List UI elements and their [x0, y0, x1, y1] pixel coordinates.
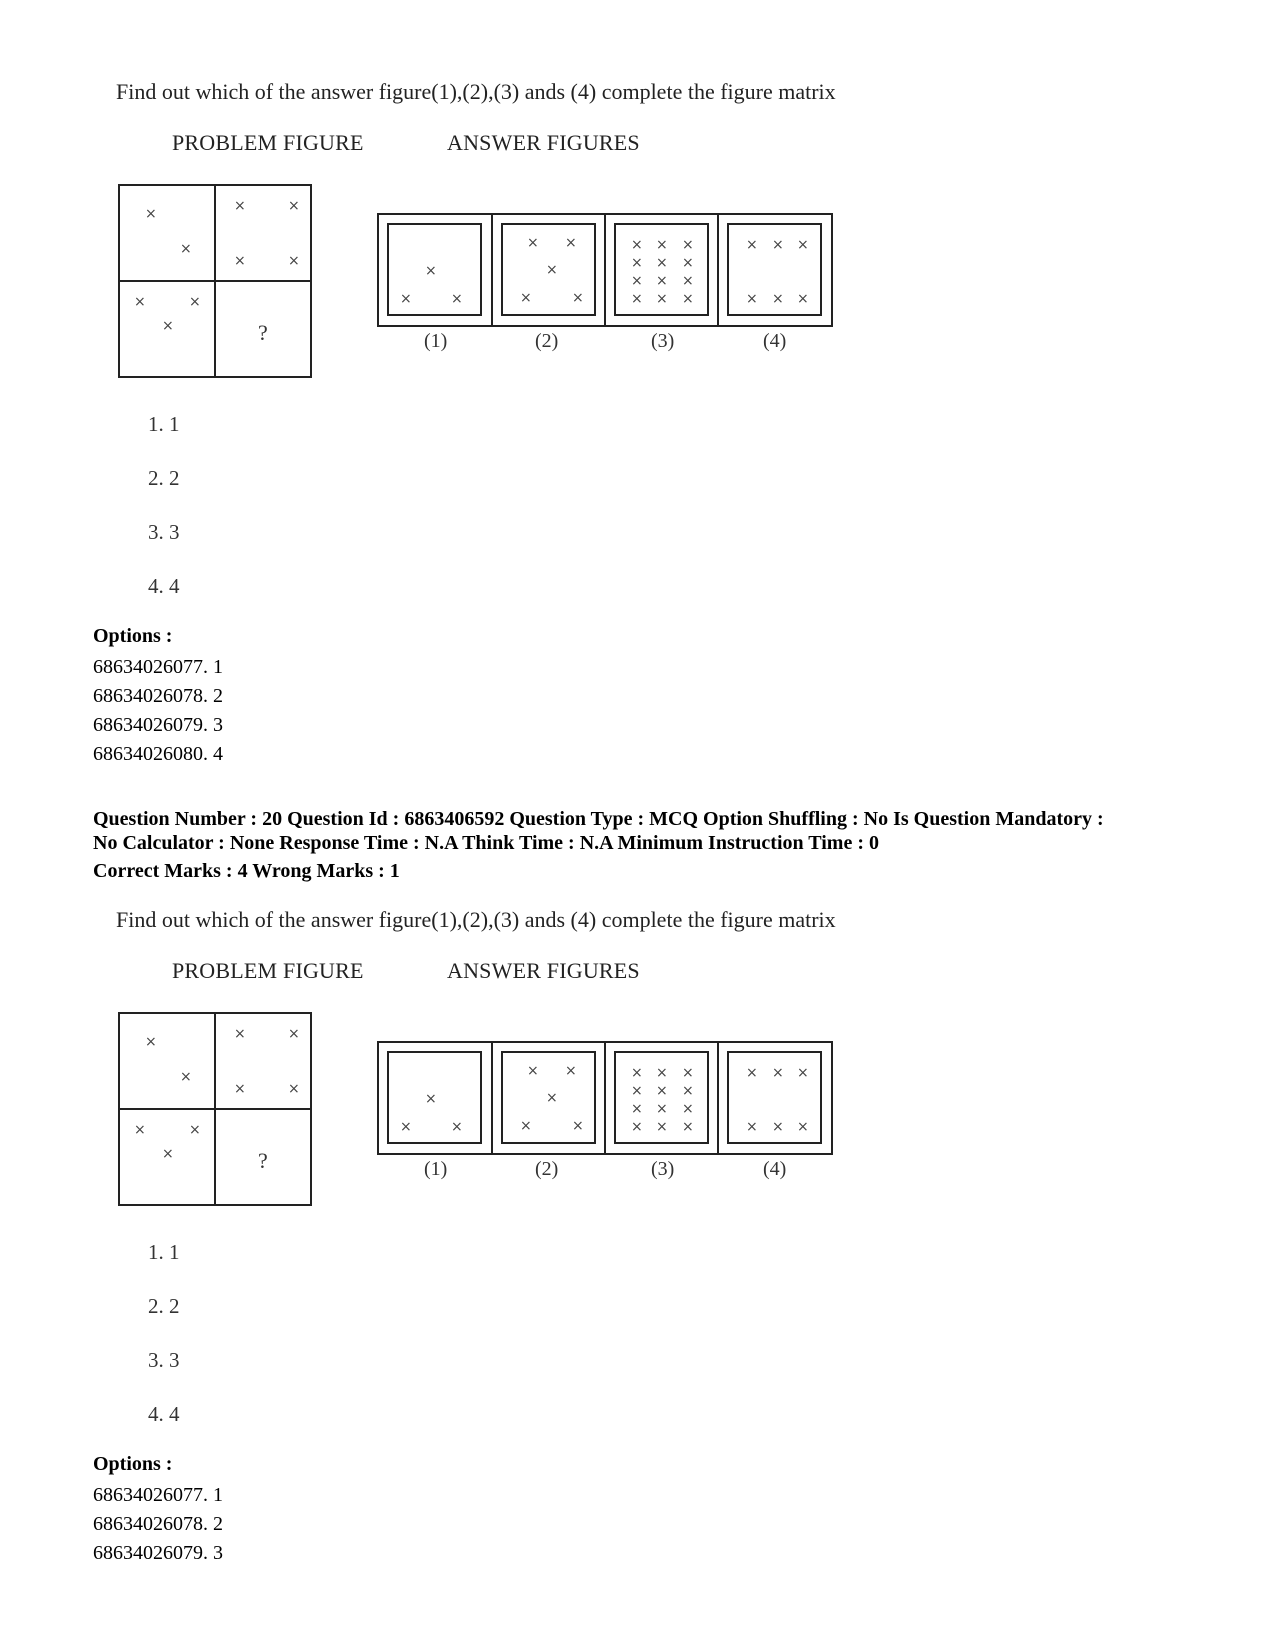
answer-caption: (1) [424, 330, 448, 352]
answer-caption: (3) [651, 1158, 675, 1180]
cross-mark: × [746, 1119, 758, 1135]
answer-caption: (2) [535, 330, 559, 352]
cross-mark: × [572, 1118, 584, 1134]
choice-item: 4. 4 [148, 1402, 180, 1426]
choice-item: 3. 3 [148, 520, 180, 544]
answer-figures-strip [377, 213, 837, 331]
cross-mark: × [425, 1091, 437, 1107]
cross-mark: × [234, 1081, 246, 1097]
cross-mark: × [656, 273, 668, 289]
cross-mark: × [527, 1063, 539, 1079]
question-meta [93, 807, 1104, 883]
cross-mark: × [189, 294, 201, 310]
cross-mark: × [682, 273, 694, 289]
cross-mark: × [631, 1101, 643, 1117]
cross-mark: × [520, 1118, 532, 1134]
question-text: Find out which of the answer figure(1),(2),(3) ands (4) complete the figure matrix [116, 79, 836, 104]
cross-mark: × [572, 290, 584, 306]
cross-mark: × [631, 255, 643, 271]
choice-item: 2. 2 [148, 1294, 180, 1318]
cross-mark: × [656, 291, 668, 307]
cross-mark: × [656, 237, 668, 253]
cross-mark: × [797, 1119, 809, 1135]
cross-mark: × [772, 237, 784, 253]
options-list [93, 1481, 223, 1568]
cross-mark: × [682, 1065, 694, 1081]
missing-figure-mark: ? [258, 1148, 268, 1173]
cross-mark: × [288, 1026, 300, 1042]
cross-mark: × [234, 198, 246, 214]
cross-mark: × [451, 291, 463, 307]
cross-mark: × [546, 262, 558, 278]
option-item: 68634026077. 1 [93, 656, 223, 678]
option-item: 68634026079. 3 [93, 1542, 223, 1564]
question-text: Find out which of the answer figure(1),(2),(3) ands (4) complete the figure matrix [116, 907, 836, 932]
cross-mark: × [656, 1083, 668, 1099]
cross-mark: × [565, 1063, 577, 1079]
cross-mark: × [682, 291, 694, 307]
choice-item: 1. 1 [148, 1240, 180, 1264]
cross-mark: × [134, 1122, 146, 1138]
cross-mark: × [234, 1026, 246, 1042]
question-meta-line: Question Number : 20 Question Id : 6863406592 Question Type : MCQ Option Shuffling : No Is Question Mandatory : [93, 808, 1104, 830]
option-item: 68634026080. 4 [93, 743, 223, 765]
cross-mark: × [288, 253, 300, 269]
cross-mark: × [682, 1083, 694, 1099]
cross-mark: × [162, 318, 174, 334]
problem-figure-heading: PROBLEM FIGURE [172, 958, 364, 983]
cross-mark: × [746, 1065, 758, 1081]
cross-mark: × [682, 1119, 694, 1135]
cross-mark: × [746, 237, 758, 253]
answer-figures-heading: ANSWER FIGURES [447, 130, 640, 155]
cross-mark: × [180, 1069, 192, 1085]
cross-mark: × [682, 237, 694, 253]
cross-mark: × [451, 1119, 463, 1135]
problem-figure-heading: PROBLEM FIGURE [172, 130, 364, 155]
cross-mark: × [797, 291, 809, 307]
cross-mark: × [288, 1081, 300, 1097]
option-item: 68634026077. 1 [93, 1484, 223, 1506]
missing-figure-mark: ? [258, 320, 268, 345]
cross-mark: × [746, 291, 758, 307]
cross-mark: × [180, 241, 192, 257]
cross-mark: × [797, 1065, 809, 1081]
cross-mark: × [772, 1065, 784, 1081]
cross-mark: × [520, 290, 532, 306]
cross-mark: × [656, 255, 668, 271]
cross-mark: × [682, 1101, 694, 1117]
cross-mark: × [425, 263, 437, 279]
cross-mark: × [631, 291, 643, 307]
answer-caption: (1) [424, 1158, 448, 1180]
cross-mark: × [631, 1119, 643, 1135]
answer-figures-heading: ANSWER FIGURES [447, 958, 640, 983]
choice-item: 4. 4 [148, 574, 180, 598]
cross-mark: × [565, 235, 577, 251]
cross-mark: × [162, 1146, 174, 1162]
cross-mark: × [134, 294, 146, 310]
option-item: 68634026079. 3 [93, 714, 223, 736]
answer-caption: (3) [651, 330, 675, 352]
option-item: 68634026078. 2 [93, 685, 223, 707]
cross-mark: × [527, 235, 539, 251]
cross-mark: × [631, 273, 643, 289]
options-list [93, 653, 223, 769]
cross-mark: × [189, 1122, 201, 1138]
cross-mark: × [772, 1119, 784, 1135]
choice-item: 3. 3 [148, 1348, 180, 1372]
cross-mark: × [656, 1065, 668, 1081]
option-item: 68634026078. 2 [93, 1513, 223, 1535]
answer-caption: (2) [535, 1158, 559, 1180]
choice-item: 1. 1 [148, 412, 180, 436]
cross-mark: × [400, 291, 412, 307]
answer-caption: (4) [763, 1158, 787, 1180]
cross-mark: × [656, 1119, 668, 1135]
cross-mark: × [288, 198, 300, 214]
cross-mark: × [797, 237, 809, 253]
options-title: Options : [93, 1453, 173, 1475]
marks-line: Correct Marks : 4 Wrong Marks : 1 [93, 860, 400, 882]
question-meta-line: No Calculator : None Response Time : N.A Think Time : N.A Minimum Instruction Time : 0 [93, 832, 879, 854]
cross-mark: × [656, 1101, 668, 1117]
cross-mark: × [145, 1034, 157, 1050]
cross-mark: × [631, 1065, 643, 1081]
cross-mark: × [400, 1119, 412, 1135]
cross-mark: × [546, 1090, 558, 1106]
answer-figures-strip [377, 1041, 837, 1159]
cross-mark: × [145, 206, 157, 222]
cross-mark: × [631, 237, 643, 253]
cross-mark: × [682, 255, 694, 271]
cross-mark: × [772, 291, 784, 307]
cross-mark: × [234, 253, 246, 269]
answer-caption: (4) [763, 330, 787, 352]
choice-item: 2. 2 [148, 466, 180, 490]
options-title: Options : [93, 625, 173, 647]
cross-mark: × [631, 1083, 643, 1099]
